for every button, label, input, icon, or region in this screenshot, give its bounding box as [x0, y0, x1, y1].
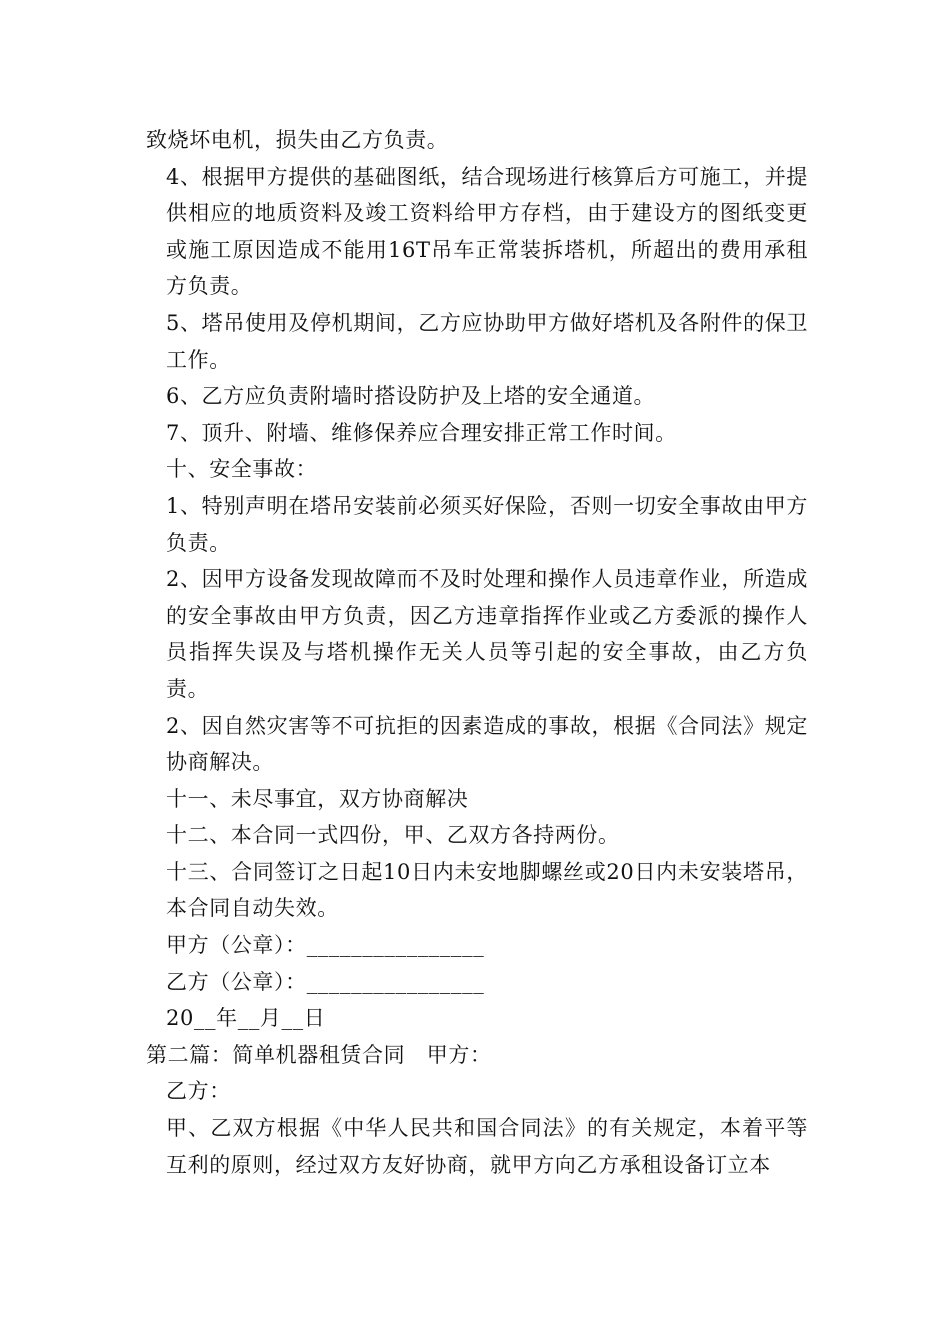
- document-body: [146, 122, 808, 1183]
- paragraph: 4、根据甲方提供的基础图纸，结合现场进行核算后方可施工，并提供相应的地质资料及竣工资料给甲方存档，由于建设方的图纸变更或施工原因造成不能用16T吊车正常装拆塔机，所超出的费用承租方负责。: [166, 164, 808, 299]
- section-heading: 十三、合同签订之日起10日内未安地脚螺丝或20日内未安装塔吊，本合同自动失效。: [166, 859, 808, 921]
- date-line: 20__年__月__日: [166, 1006, 326, 1031]
- paragraph: 1、特别声明在塔吊安装前必须买好保险，否则一切安全事故由甲方负责。: [166, 493, 808, 555]
- paragraph: 2、因自然灾害等不可抗拒的因素造成的事故，根据《合同法》规定协商解决。: [166, 713, 808, 775]
- paragraph: 5、塔吊使用及停机期间，乙方应协助甲方做好塔机及各附件的保卫工作。: [166, 310, 808, 372]
- paragraph: 2、因甲方设备发现故障而不及时处理和操作人员违章作业，所造成的安全事故由甲方负责，因乙方违章指挥作业或乙方委派的操作人员指挥失误及与塔机操作无关人员等引起的安全事故，由乙方负责。: [166, 567, 808, 701]
- paragraph: 甲、乙双方根据《中华人民共和国合同法》的有关规定，本着平等互利的原则，经过双方友好协商，就甲方向乙方承租设备订立本: [166, 1116, 808, 1177]
- section-heading: 十一、未尽事宜，双方协商解决: [166, 786, 469, 811]
- section-heading: 十二、本合同一式四份，甲、乙双方各持两份。: [166, 823, 620, 848]
- paragraph: 7、顶升、附墙、维修保养应合理安排正常工作时间。: [166, 420, 677, 445]
- chapter-title: 第二篇：简单机器租赁合同 甲方：: [146, 1042, 492, 1067]
- party-b-line: 乙方：: [166, 1079, 231, 1104]
- paragraph: 致烧坏电机，损失由乙方负责。: [146, 128, 449, 152]
- signature-line-party-a: 甲方（公章）：________________: [166, 933, 485, 958]
- signature-line-party-b: 乙方（公章）：________________: [166, 969, 485, 994]
- section-heading: 十、安全事故：: [166, 457, 318, 482]
- paragraph: 6、乙方应负责附墙时搭设防护及上塔的安全通道。: [166, 384, 656, 409]
